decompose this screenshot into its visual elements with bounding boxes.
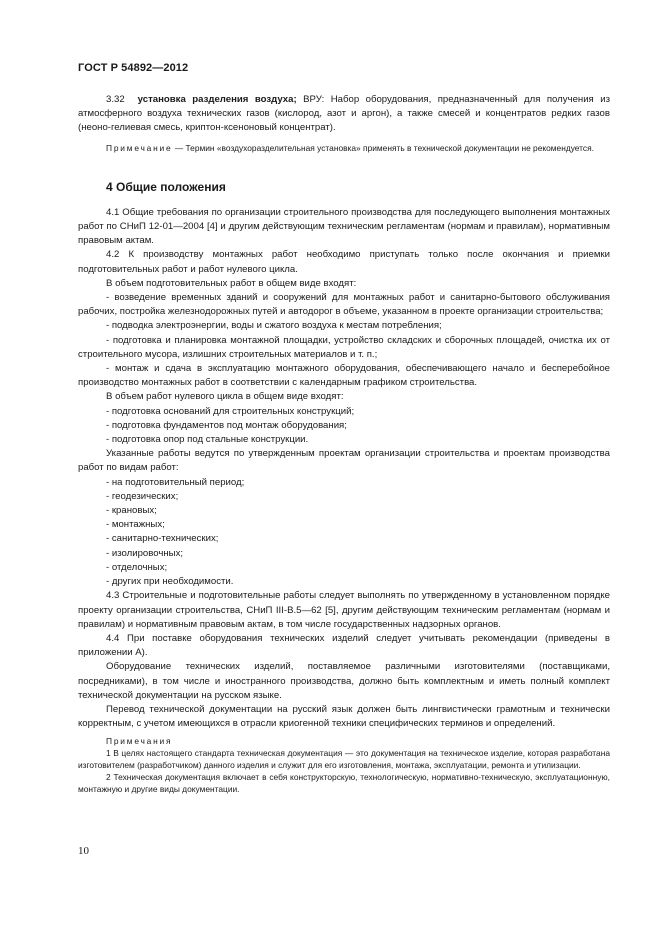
term-note-text: — Термин «воздухоразделительная установка» применять в технической документации не рекомендуется. bbox=[172, 142, 594, 153]
note-item: 2 Техническая документация включает в себя конструкторскую, технологическую, нормативно-техническую, эксплуатационную, монтажную и другие виды документации. bbox=[78, 772, 610, 795]
notes-block bbox=[78, 735, 610, 795]
notes-title: Примечания bbox=[106, 736, 173, 747]
list-item: - других при необходимости. bbox=[106, 576, 234, 588]
paragraph: Указанные работы ведутся по утвержденным проектам организации строительства и проектам производства работ по видам работ: bbox=[78, 448, 610, 474]
list-item: - монтаж и сдача в эксплуатацию монтажного оборудования, обеспечивающего начало и бесперебойное производство монтажных работ в соответствии с календарным графиком строительства. bbox=[78, 363, 610, 389]
paragraph: Перевод технической документации на русский язык должен быть лингвистически грамотным и технически корректным, с учетом имеющихся в отрасли криогенной техники специфических терминов и определений. bbox=[78, 703, 610, 730]
page-number: 10 bbox=[78, 845, 89, 857]
term-definition bbox=[78, 93, 610, 136]
list-item: - монтажных; bbox=[106, 519, 165, 531]
paragraph: Оборудование технических изделий, поставляемое различными изготовителями (поставщиками, посредниками), в том числе и иностранного производства, должно быть комплектным и иметь полный комплект технической документации на русском языке. bbox=[78, 661, 610, 701]
note-item: 1 В целях настоящего стандарта техническая документация — это документация на техническое изделие, которая разработана изготовителем (разработчиком) данного изделия и служит для его изготовления, монтажа, эксплуатации, ремонта и утилизации. bbox=[78, 748, 610, 771]
list-item: - отделочных; bbox=[106, 561, 168, 573]
term-text: ВРУ: Набор оборудования, предназначенный для получения из атмосферного воздуха технических газов (кислород, азот и аргон), а также смесей и концентратов редких газов (неоно-гелиевая смесь, криптон-ксеноновый концентрат). bbox=[78, 94, 610, 134]
paragraph: 4.4 При поставке оборудования технических изделий следует учитывать рекомендации (приведены в приложении А). bbox=[78, 632, 610, 659]
term-name: установка разделения воздуха; bbox=[137, 94, 297, 105]
term-note-label: Примечание bbox=[106, 142, 173, 153]
document-body bbox=[78, 93, 610, 795]
paragraph: 4.2 К производству монтажных работ необходимо приступать только после окончания и приемки подготовительных работ и работ нулевого цикла. bbox=[78, 249, 610, 275]
term-note bbox=[78, 142, 610, 154]
term-number: 3.32 bbox=[106, 94, 125, 105]
paragraph: 4.1 Общие требования по организации строительного производства для последующего выполнения монтажных работ по СНиП 12-01—2004 [4] и другим действующим техническим регламентам (нормам и правилам), нормативным правовым актам. bbox=[78, 206, 610, 247]
paragraph: В объем подготовительных работ в общем виде входят: bbox=[106, 277, 357, 289]
list-item: - подготовка оснований для строительных конструкций; bbox=[106, 405, 355, 417]
list-item: - подводка электроэнергии, воды и сжатого воздуха к местам потребления; bbox=[106, 320, 442, 332]
section-title: 4 Общие положения bbox=[106, 179, 226, 194]
list-item: - геодезических; bbox=[106, 490, 179, 502]
document-header: ГОСТ Р 54892—2012 bbox=[78, 62, 189, 74]
list-item: - подготовка опор под стальные конструкции. bbox=[106, 434, 309, 446]
paragraph: 4.3 Строительные и подготовительные работы следует выполнять по утвержденному в установленном порядке проекту организации строительства, СНиП III-B.5—62 [5], другим действующим техническим регламентам (нормам и правилам) и нормативным правовым актам, в том числе государственных надзорных органов. bbox=[78, 590, 610, 630]
list-item: - подготовка и планировка монтажной площадки, устройство складских и сборочных площадей, очистка их от строительного мусора, излишних строительных материалов и т. п.; bbox=[78, 334, 610, 360]
list-item: - санитарно-технических; bbox=[106, 533, 219, 545]
paragraph: В объем работ нулевого цикла в общем виде входят: bbox=[106, 391, 344, 403]
list-item: - крановых; bbox=[106, 505, 157, 517]
list-item: - на подготовительный период; bbox=[106, 476, 245, 488]
list-item: - изолировочных; bbox=[106, 547, 184, 559]
list-item: - подготовка фундаментов под монтаж оборудования; bbox=[106, 419, 347, 431]
list-item: - возведение временных зданий и сооружений для монтажных работ и санитарно-бытового обслуживания рабочих, постройка железнодорожных путей и автодорог в объеме, указанном в проекте организации строительства; bbox=[78, 292, 610, 318]
